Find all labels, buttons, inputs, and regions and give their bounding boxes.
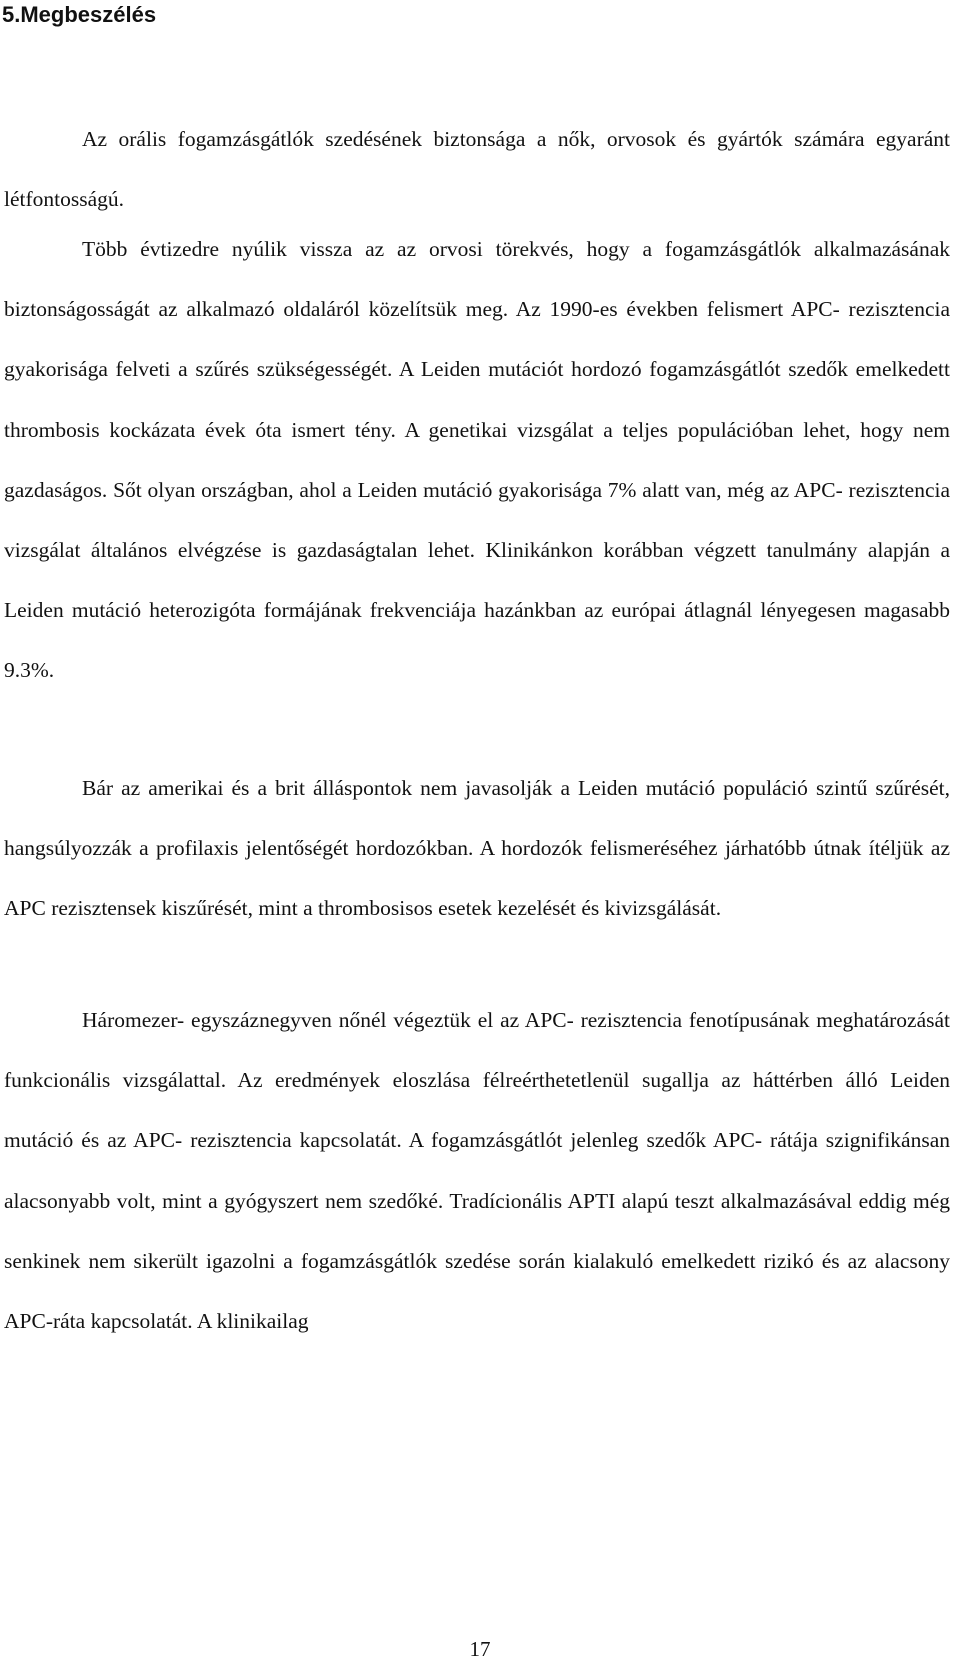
paragraph-screening-background: Több évtizedre nyúlik vissza az az orvosi törekvés, hogy a fogamzásgátlók alkalmazásának biztonságosságát az alkalmazó oldaláról közelítsük meg. Az 1990-es években felismert APC- rezisztencia gyakorisága felveti a szűrés szükségességét. A Leiden mutációt hordozó fogamzásgátlót szedők emelkedett thrombosis kockázata évek óta ismert tény. A genetikai vizsgálat a teljes populációban lehet, hogy nem gazdaságos. Sőt olyan országban, ahol a Leiden mutáció gyakorisága 7% alatt van, még az APC- rezisztencia vizsgálat általános elvégzése is gazdaságtalan lehet. Klinikánkon korábban végzett tanulmány alapján a Leiden mutáció heterozigóta formájának frekvenciája hazánkban az európai átlagnál lényegesen magasabb 9.3%.	[4, 237, 950, 683]
paragraph-intro: Az orális fogamzásgátlók szedésének biztonsága a nők, orvosok és gyártók számára egyaránt létfontosságú.	[4, 127, 950, 212]
page-number: 17	[469, 1637, 491, 1661]
paragraph-study-results: Háromezer- egyszáznegyven nőnél végeztük el az APC- rezisztencia fenotípusának meghatározását funkcionális vizsgálattal. Az eredmények eloszlása félreérthetetlenül sugallja az háttérben álló Leiden mutáció és az APC- rezisztencia kapcsolatát. A fogamzásgátlót jelenleg szedők APC- rátája szignifikánsan alacsonyabb volt, mint a gyógyszert nem szedőké. Tradícionális APTI alapú teszt alkalmazásával eddig még senkinek nem sikerült igazolni a fogamzásgátlók szedése során kialakuló emelkedett rizikó és az alacsony APC-ráta kapcsolatát. A klinikailag	[4, 1008, 950, 1334]
section-heading: 5.Megbeszélés	[2, 2, 157, 27]
paragraph-screening-recommendation: Bár az amerikai és a brit álláspontok nem javasolják a Leiden mutáció populáció szintű szűrését, hangsúlyozzák a profilaxis jelentőségét hordozókban. A hordozók felismeréséhez járhatóbb útnak ítéljük az APC rezisztensek kiszűrését, mint a thrombosisos esetek kezelését és kivizsgálását.	[4, 776, 950, 921]
